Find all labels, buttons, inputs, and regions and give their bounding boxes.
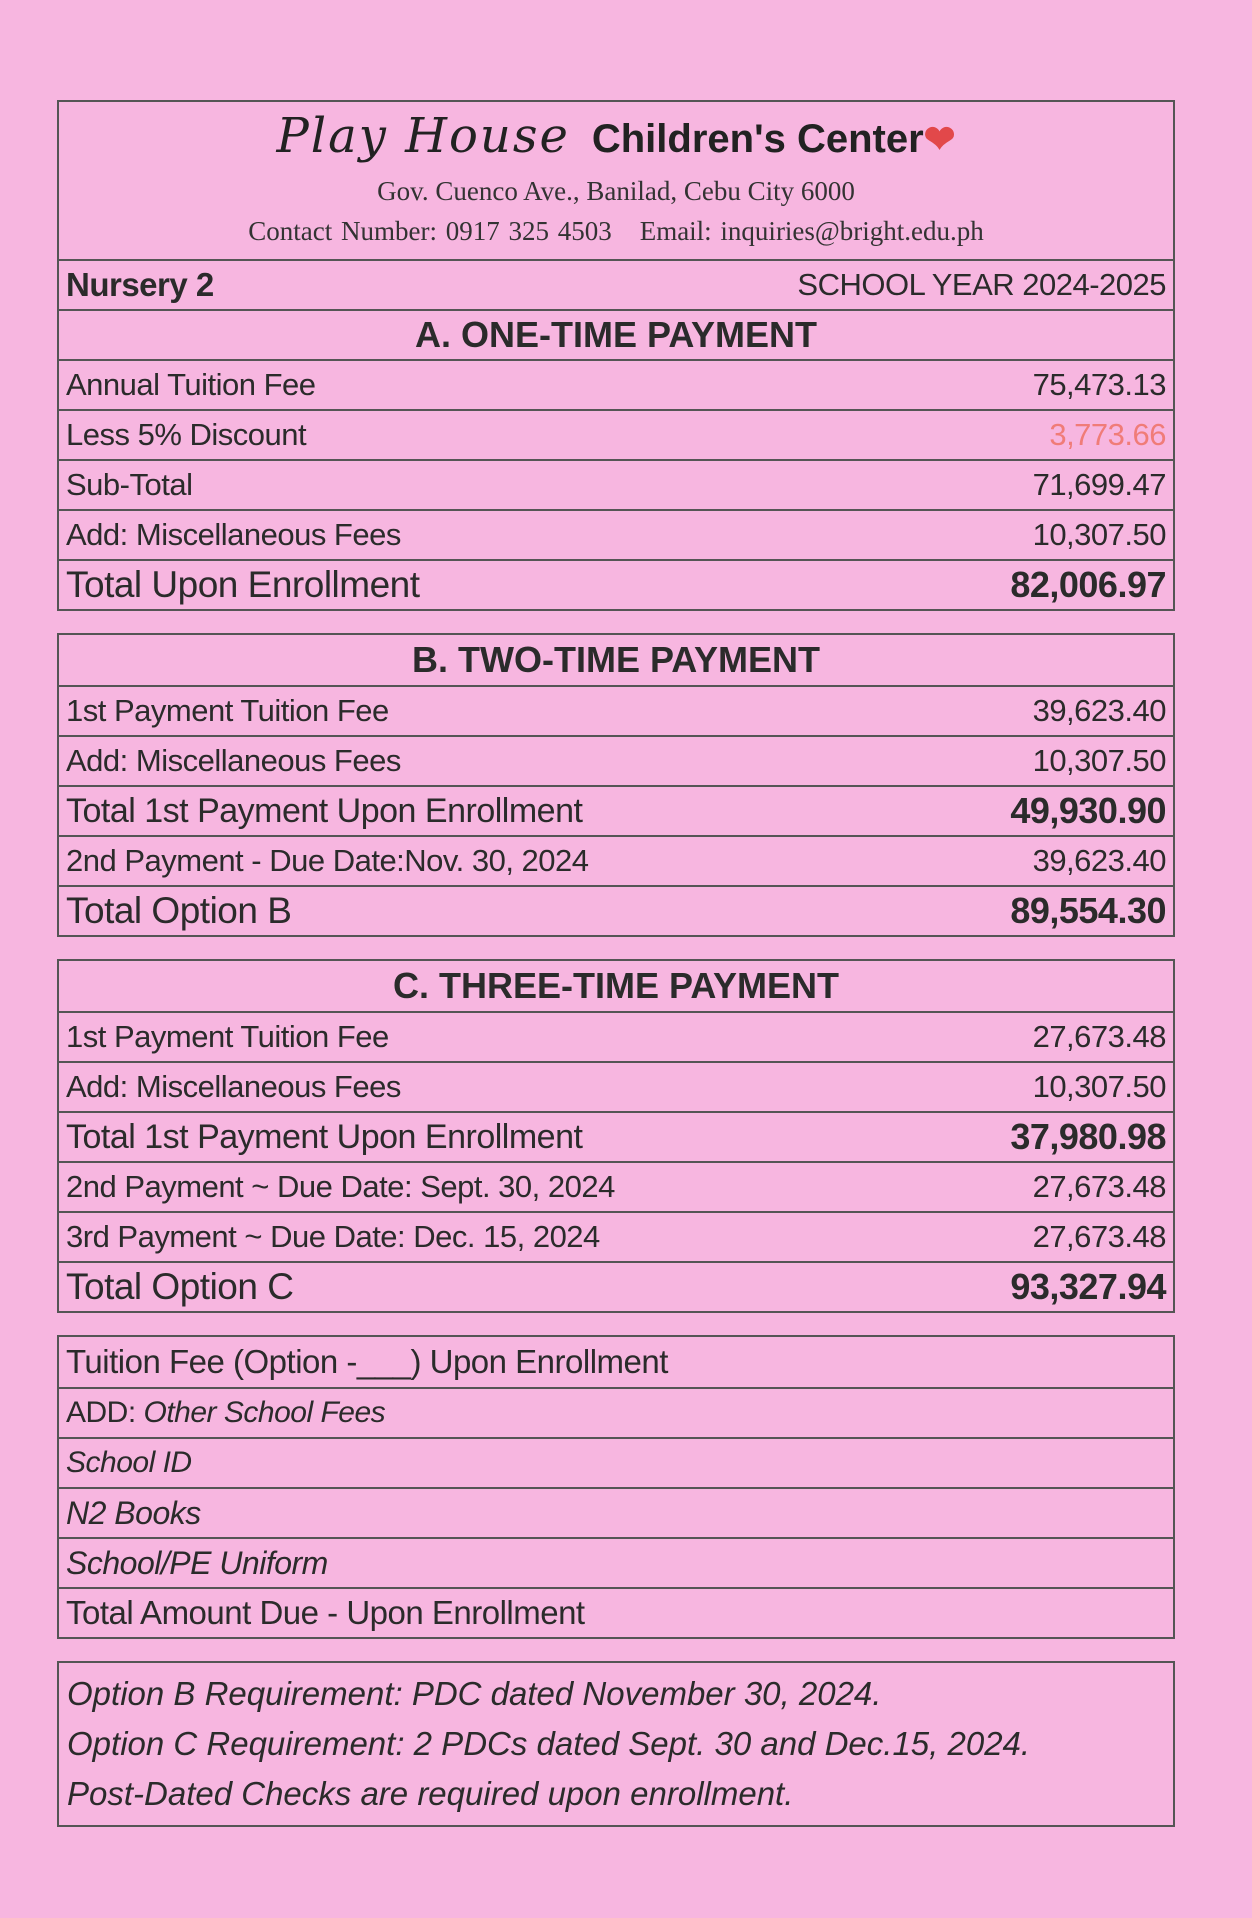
row-label: Total 1st Payment Upon Enrollment bbox=[66, 1117, 583, 1156]
row-value: 37,980.98 bbox=[1010, 1116, 1166, 1157]
summary-label: School/PE Uniform bbox=[66, 1544, 328, 1581]
row-value: 10,307.50 bbox=[1032, 1069, 1166, 1104]
row-value: 75,473.13 bbox=[1032, 367, 1166, 402]
school-address: Gov. Cuenco Ave., Banilad, Cebu City 6000 bbox=[377, 176, 855, 206]
row-value: 10,307.50 bbox=[1032, 743, 1166, 778]
school-name bbox=[59, 108, 1173, 164]
table-row bbox=[59, 1011, 1173, 1061]
summary-prefix: ADD: bbox=[66, 1396, 144, 1429]
summary-label: N2 Books bbox=[66, 1494, 201, 1531]
total-row bbox=[59, 559, 1173, 609]
option-c-title: C. THREE-TIME PAYMENT bbox=[392, 965, 840, 1006]
row-label: Sub-Total bbox=[66, 467, 193, 502]
row-label: Add: Miscellaneous Fees bbox=[66, 1069, 401, 1104]
row-value: 10,307.50 bbox=[1032, 517, 1166, 552]
summary-row bbox=[59, 1387, 1173, 1437]
row-label: 2nd Payment ~ Due Date: Sept. 30, 2024 bbox=[66, 1169, 615, 1204]
table-row bbox=[59, 459, 1173, 509]
summary-label: Tuition Fee (Option -___) Upon Enrollment bbox=[66, 1343, 668, 1380]
row-value: 27,673.48 bbox=[1032, 1019, 1166, 1054]
notes-box bbox=[57, 1661, 1175, 1827]
total-label: Total Upon Enrollment bbox=[66, 564, 420, 605]
row-value: 39,623.40 bbox=[1032, 843, 1166, 878]
note-line: Option B Requirement: PDC dated November 30, 2024. bbox=[67, 1675, 882, 1712]
summary-label: Total Amount Due - Upon Enrollment bbox=[66, 1594, 585, 1631]
option-b-heading bbox=[59, 635, 1173, 685]
option-a-title: A. ONE-TIME PAYMENT bbox=[414, 314, 818, 355]
school-contact bbox=[59, 216, 1173, 247]
row-label: 2nd Payment - Due Date:Nov. 30, 2024 bbox=[66, 843, 589, 878]
header-and-option-a bbox=[57, 100, 1175, 611]
table-row bbox=[59, 509, 1173, 559]
row-value: 27,673.48 bbox=[1032, 1169, 1166, 1204]
total-row bbox=[59, 1261, 1173, 1311]
summary-label: School ID bbox=[66, 1446, 192, 1479]
school-header bbox=[59, 102, 1173, 259]
total-value: 89,554.30 bbox=[1010, 890, 1166, 931]
school-name-bold: Children's Center bbox=[591, 117, 924, 161]
option-c-heading bbox=[59, 961, 1173, 1011]
row-value: 71,699.47 bbox=[1032, 467, 1166, 502]
option-a-heading bbox=[59, 309, 1173, 359]
summary-label bbox=[66, 1396, 385, 1430]
total-label: Total Option C bbox=[66, 1266, 294, 1307]
row-label: 3rd Payment ~ Due Date: Dec. 15, 2024 bbox=[66, 1219, 600, 1254]
school-year: SCHOOL YEAR 2024-2025 bbox=[797, 267, 1166, 302]
table-row bbox=[59, 835, 1173, 885]
table-row bbox=[59, 1211, 1173, 1261]
contact-email: Email: inquiries@bright.edu.ph bbox=[639, 216, 984, 246]
level-label: Nursery 2 bbox=[66, 266, 214, 303]
table-row bbox=[59, 785, 1173, 835]
table-row bbox=[59, 735, 1173, 785]
summary-italic-label: Other School Fees bbox=[143, 1396, 386, 1429]
row-value: 39,623.40 bbox=[1032, 693, 1166, 728]
row-value: 27,673.48 bbox=[1032, 1219, 1166, 1254]
summary-row bbox=[59, 1587, 1173, 1637]
summary-row bbox=[59, 1537, 1173, 1587]
contact-number: Contact Number: 0917 325 4503 bbox=[248, 216, 612, 246]
option-b-title: B. TWO-TIME PAYMENT bbox=[412, 639, 820, 680]
summary-row bbox=[59, 1487, 1173, 1537]
summary-row bbox=[59, 1337, 1173, 1387]
total-value: 93,327.94 bbox=[1010, 1266, 1166, 1307]
summary-row bbox=[59, 1437, 1173, 1487]
row-label: 1st Payment Tuition Fee bbox=[66, 1019, 389, 1054]
option-c-box bbox=[57, 959, 1175, 1313]
discount-value: 3,773.66 bbox=[1049, 417, 1166, 452]
table-row bbox=[59, 409, 1173, 459]
row-label: Add: Miscellaneous Fees bbox=[66, 743, 401, 778]
summary-box bbox=[57, 1335, 1175, 1639]
table-row bbox=[59, 359, 1173, 409]
table-row bbox=[59, 1061, 1173, 1111]
table-row bbox=[59, 1161, 1173, 1211]
total-value: 82,006.97 bbox=[1010, 564, 1166, 605]
row-label: Total 1st Payment Upon Enrollment bbox=[66, 791, 583, 830]
row-label: 1st Payment Tuition Fee bbox=[66, 693, 389, 728]
total-label: Total Option B bbox=[66, 890, 292, 931]
option-b-box bbox=[57, 633, 1175, 937]
level-row bbox=[59, 259, 1173, 309]
table-row bbox=[59, 685, 1173, 735]
heart-icon: ❤ bbox=[923, 119, 956, 161]
total-row bbox=[59, 885, 1173, 935]
row-label: Annual Tuition Fee bbox=[66, 367, 316, 402]
school-name-script: Play House bbox=[276, 108, 570, 164]
note-line: Post-Dated Checks are required upon enrollment. bbox=[67, 1775, 794, 1812]
table-row bbox=[59, 1111, 1173, 1161]
row-value: 49,930.90 bbox=[1010, 790, 1166, 831]
row-label: Less 5% Discount bbox=[66, 417, 307, 452]
note-line: Option C Requirement: 2 PDCs dated Sept. 30 and Dec.15, 2024. bbox=[67, 1725, 1031, 1762]
row-label: Add: Miscellaneous Fees bbox=[66, 517, 401, 552]
fee-schedule bbox=[57, 100, 1175, 1827]
